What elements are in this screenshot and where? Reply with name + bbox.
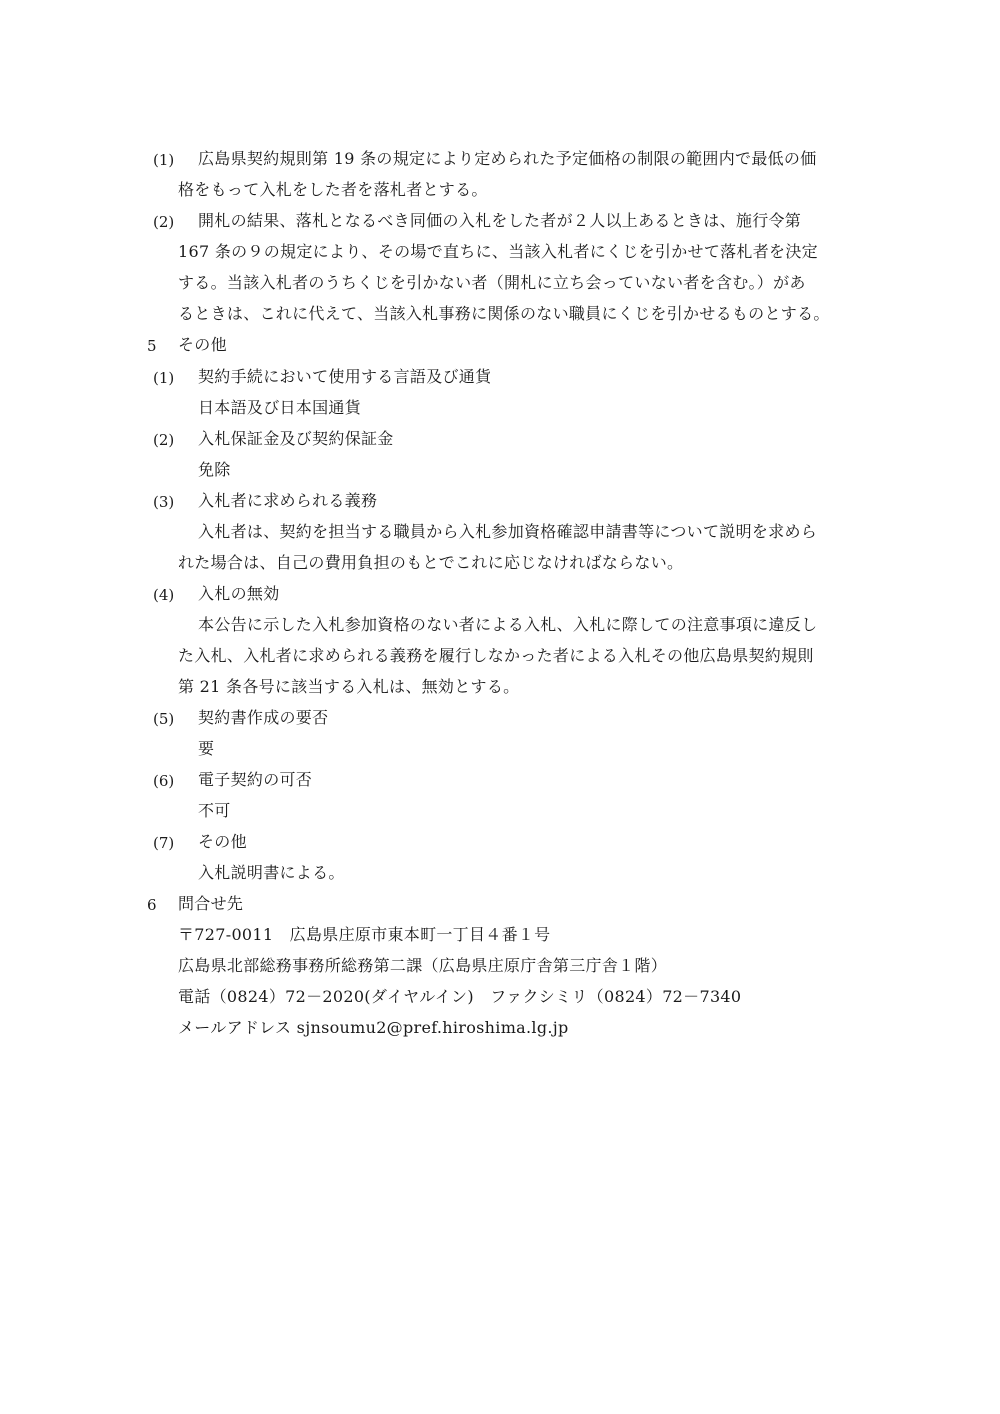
paragraph-line: 広島県契約規則第 19 条の規定により定められた予定価格の制限の範囲内で最低の価 [198, 149, 817, 168]
paragraph-line: た入札、入札者に求められる義務を履行しなかった者による入札その他広島県契約規則 [178, 646, 814, 665]
item-body: 免除 [198, 460, 231, 479]
paragraph-line: 開札の結果、落札となるべき同価の入札をした者が２人以上あるときは、施行令第 [198, 211, 802, 230]
paragraph-line: 入札者は、契約を担当する職員から入札参加資格確認申請書等について説明を求めら [198, 522, 818, 541]
item-body: 要 [198, 739, 215, 758]
item-title: 電子契約の可否 [198, 770, 313, 789]
item-title: その他 [198, 832, 247, 851]
item-body: 日本語及び日本国通貨 [198, 398, 362, 417]
item-number: (3) [153, 493, 175, 511]
contact-office: 広島県北部総務事務所総務第二課（広島県庄原庁舎第三庁舎１階） [178, 956, 668, 975]
section-title: その他 [178, 335, 227, 354]
item-number: (5) [153, 710, 175, 728]
paragraph-line: れた場合は、自己の費用負担のもとでこれに応じなければならない。 [178, 553, 684, 572]
item-title: 入札の無効 [198, 584, 280, 603]
item-number: (4) [153, 586, 175, 604]
paragraph-line: 本公告に示した入札参加資格のない者による入札、入札に際しての注意事項に違反し [198, 615, 818, 634]
item-title: 入札保証金及び契約保証金 [198, 429, 394, 448]
contact-email: メールアドレス sjnsoumu2@pref.hiroshima.lg.jp [178, 1018, 569, 1037]
item-title: 契約書作成の要否 [198, 708, 329, 727]
item-number: (2) [153, 431, 175, 449]
item-body: 不可 [198, 801, 231, 820]
paragraph-line: 格をもって入札をした者を落札者とする。 [178, 180, 488, 199]
contact-address: 〒727-0011 広島県庄原市東本町一丁目４番１号 [178, 925, 551, 944]
item-number: (2) [153, 213, 175, 231]
item-number: (1) [153, 151, 175, 169]
item-number: (6) [153, 772, 175, 790]
section-title: 問合せ先 [178, 894, 244, 913]
item-title: 入札者に求められる義務 [198, 491, 378, 510]
section-number: 6 [147, 896, 157, 914]
item-number: (1) [153, 369, 175, 387]
item-title: 契約手続において使用する言語及び通貨 [198, 367, 492, 386]
section-number: 5 [147, 337, 157, 355]
contact-phone: 電話（0824）72－2020(ダイヤルイン) ファクシミリ（0824）72－7340 [178, 987, 742, 1006]
paragraph-line: する。当該入札者のうちくじを引かない者（開札に立ち会っていない者を含む。）があ [178, 273, 806, 292]
item-number: (7) [153, 834, 175, 852]
paragraph-line: るときは、これに代えて、当該入札事務に関係のない職員にくじを引かせるものとする。 [178, 304, 830, 323]
paragraph-line: 第 21 条各号に該当する入札は、無効とする。 [178, 677, 520, 696]
item-body: 入札説明書による。 [198, 863, 345, 882]
paragraph-line: 167 条の９の規定により、その場で直ちに、当該入札者にくじを引かせて落札者を決定 [178, 242, 818, 261]
